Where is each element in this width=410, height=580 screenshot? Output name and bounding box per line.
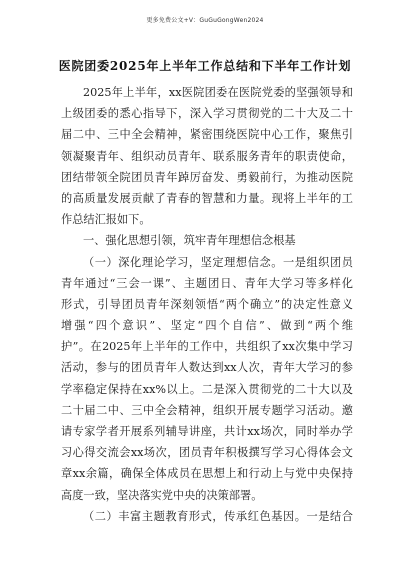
body-line: 高度一致，坚决落实党中央的决策部署。 bbox=[61, 488, 263, 502]
body-line: （二）丰富主题教育形式，传承红色基因。一是结合 bbox=[83, 509, 353, 523]
body-line: 上级团委的悉心指导下，深入学习贯彻党的二十大及二十 bbox=[61, 107, 353, 121]
body-line: 团结带领全院团员青年踔厉奋发、勇毅前行，为推动医院 bbox=[61, 170, 353, 184]
body-line: 2025年上半年，xx医院团委在医院党委的坚强领导和 bbox=[83, 86, 353, 99]
body-line: 二十届二中、三中全会精神，组织开展专题学习活动。邀 bbox=[61, 403, 353, 417]
body-line: 增强“四个意识”、坚定“四个自信”、做到“两个维 bbox=[61, 319, 353, 333]
body-line: 的高质量发展贡献了青春的智慧和力量。现将上半年的工 bbox=[61, 191, 353, 205]
header-note: 更多免费公文+V：GuGuGongWen2024 bbox=[146, 17, 264, 24]
body-line: 章xx余篇，确保全体成员在思想上和行动上与党中央保持 bbox=[61, 467, 353, 481]
body-line: 形式，引导团员青年深刻领悟“两个确立”的决定性意义 bbox=[61, 297, 353, 311]
body-line: 领凝聚青年、组织动员青年、联系服务青年的职责使命， bbox=[61, 149, 353, 163]
body-line: 一、强化思想引领，筑牢青年理想信念根基 bbox=[83, 234, 296, 248]
body-line: 活动，参与的团员青年人数达到xx人次，青年大学习的参 bbox=[61, 361, 353, 375]
body-line: 护”。在2025年上半年的工作中，共组织了xx次集中学习 bbox=[61, 340, 353, 354]
body-line: 请专家学者开展系列辅导讲座，共计xx场次，同时举办学 bbox=[61, 425, 353, 438]
body-line: （一）深化理论学习，坚定理想信念。一是组织团员 bbox=[83, 255, 353, 269]
body-line: 作总结汇报如下。 bbox=[61, 213, 151, 227]
body-line: 青年通过“三会一课”、主题团日、青年大学习等多样化 bbox=[61, 276, 353, 290]
body-line: 习心得交流会xx场次，团员青年积极撰写学习心得体会文 bbox=[61, 446, 353, 460]
document-body bbox=[61, 82, 353, 527]
body-line: 届二中、三中全会精神，紧密围绕医院中心工作，聚焦引 bbox=[61, 128, 353, 142]
body-line: 学率稳定保持在xx%以上。二是深入贯彻党的二十大以及 bbox=[61, 382, 353, 396]
document-title: 医院团委2025年上半年工作总结和下半年工作计划 bbox=[58, 59, 352, 73]
